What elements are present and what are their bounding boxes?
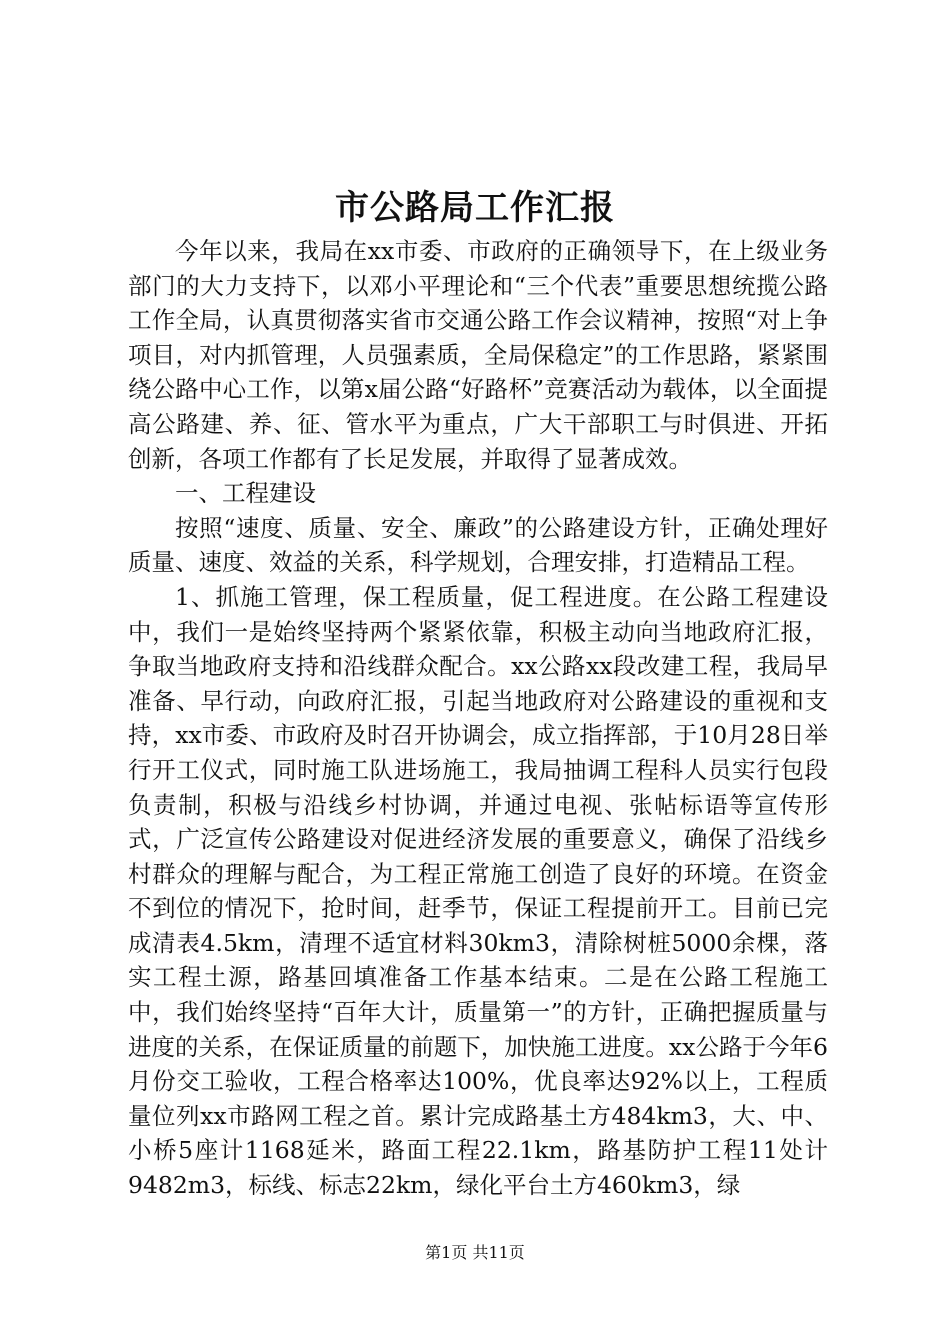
construction-management-paragraph: 1、抓施工管理，保工程质量，促工程进度。在公路工程建设中，我们一是始终坚持两个紧紧依靠，积极主动向当地政府汇报，争取当地政府支持和沿线群众配合。xx公路xx段改建工程，我局早准备、早行动，向政府汇报，引起当地政府对公路建设的重视和支持，xx市委、市政府及时召开协调会，成立指挥部，于10月28日举行开工仪式，同时施工队进场施工，我局抽调工程科人员实行包段负责制，积极与沿线乡村协调，并通过电视、张帖标语等宣传形式，广泛宣传公路建设对促进经济发展的重要意义，确保了沿线乡村群众的理解与配合，为工程正常施工创造了良好的环境。在资金不到位的情况下，抢时间，赶季节，保证工程提前开工。目前已完成清表4.5km，清理不适宜材料30km3，清除树桩5000余棵，落实工程土源，路基回填准备工作基本结束。二是在公路工程施工中，我们始终坚持“百年大计，质量第一”的方针，正确把握质量与进度的关系，在保证质量的前题下，加快施工进度。xx公路于今年6月份交工验收，工程合格率达100%，优良率达92%以上，工程质量位列xx市路网工程之首。累计完成路基土方484km3，大、中、小桥5座计1168延米，路面工程22.1km，路基防护工程11处计9482m3，标线、标志22km，绿化平台土方460km3，绿	[128, 582, 828, 1200]
document-title: 市公路局工作汇报	[335, 188, 615, 228]
page-footer: 第1页 共11页	[425, 1243, 525, 1262]
intro-paragraph: 今年以来，我局在xx市委、市政府的正确领导下，在上级业务部门的大力支持下，以邓小平理论和“三个代表”重要思想统揽公路工作全局，认真贯彻落实省市交通公路工作会议精神，按照“对上争项目，对内抓管理，人员强素质，全局保稳定”的工作思路，紧紧围绕公路中心工作，以第x届公路“好路杯”竞赛活动为载体，以全面提高公路建、养、征、管水平为重点，广大干部职工与时俱进、开拓创新，各项工作都有了长足发展，并取得了显著成效。	[128, 237, 828, 473]
section-heading-engineering: 一、工程建设	[175, 479, 316, 508]
engineering-summary-paragraph: 按照“速度、质量、安全、廉政”的公路建设方针，正确处理好质量、速度、效益的关系，科学规划，合理安排，打造精品工程。	[128, 513, 828, 577]
document-body	[128, 234, 828, 1203]
